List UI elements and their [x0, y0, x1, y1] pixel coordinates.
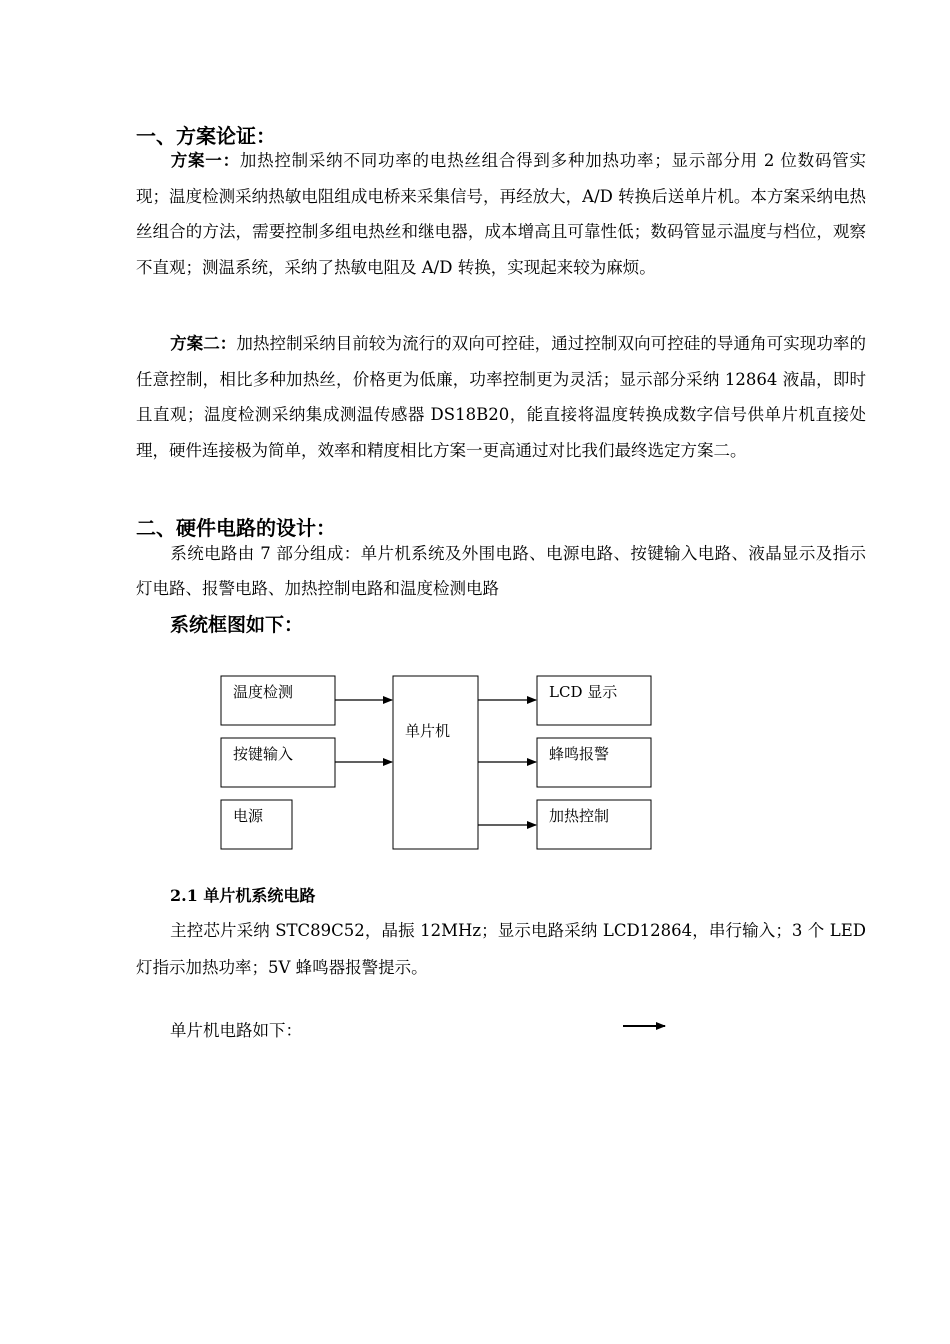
section2-intro-text: 系统电路由 7 部分组成：单片机系统及外围电路、电源电路、按键输入电路、液晶显示及指示灯电路、报警电路、加热控制电路和温度检测电路: [136, 544, 866, 598]
block-lcd-label: LCD 显示: [549, 683, 618, 701]
section21-paragraph: [136, 912, 866, 986]
block-temp: [221, 676, 335, 725]
block-power-label: 电源: [233, 807, 264, 825]
block-buzzer: [537, 738, 651, 787]
plan1-label: 方案一：: [170, 151, 240, 170]
section2-heading: 二、硬件电路的设计：: [136, 516, 336, 540]
block-mcu: [393, 676, 478, 849]
diagram-title: 系统框图如下：: [170, 614, 304, 636]
plan1-paragraph: [136, 143, 866, 285]
block-lcd: [537, 676, 651, 725]
block-temp-label: 温度检测: [233, 683, 294, 701]
plan1-text: 加热控制采纳不同功率的电热丝组合得到多种加热功率；显示部分用 2 位数码管实现；温度检测采纳热敏电阻组成电桥来采集信号，再经放大，A/D 转换后送单片机。本方案采纳电热丝组合的方法，需要控制多组电热丝和继电器，成本增高且可靠性低；数码管显示温度与档位，观察不直观；测温系统，采纳了热敏电阻及 A/D 转换，实现起来较为麻烦。: [136, 151, 866, 277]
block-keys-label: 按键输入: [233, 745, 294, 763]
plan2-paragraph: [136, 326, 866, 468]
block-keys: [221, 738, 335, 787]
section2-intro: [136, 536, 866, 606]
section21-text: 主控芯片采纳 STC89C52，晶振 12MHz；显示电路采纳 LCD12864，串行输入；3 个 LED 灯指示加热功率；5V 蜂鸣器报警提示。: [136, 921, 866, 977]
section1-heading: 一、方案论证：: [136, 124, 276, 148]
section21-caption-text: 单片机电路如下：: [170, 1021, 302, 1040]
block-heat: [537, 800, 651, 849]
block-mcu-label: 单片机: [405, 722, 451, 740]
block-heat-label: 加热控制: [549, 807, 610, 825]
block-power: [221, 800, 292, 849]
section21-caption: [136, 1018, 302, 1044]
block-buzzer-label: 蜂鸣报警: [549, 745, 610, 763]
section21-heading: 2.1 单片机系统电路: [170, 886, 316, 905]
plan2-label: 方案二：: [170, 334, 237, 353]
plan2-text: 加热控制采纳目前较为流行的双向可控硅，通过控制双向可控硅的导通角可实现功率的任意控制，相比多种加热丝，价格更为低廉，功率控制更为灵活；显示部分采纳 12864 液晶，即时且直观；温度检测采纳集成测温传感器 DS18B20，能直接将温度转换成数字信号供单片机直接处理，硬件连接极为简单，效率和精度相比方案一更高通过对比我们最终选定方案二。: [136, 334, 867, 460]
